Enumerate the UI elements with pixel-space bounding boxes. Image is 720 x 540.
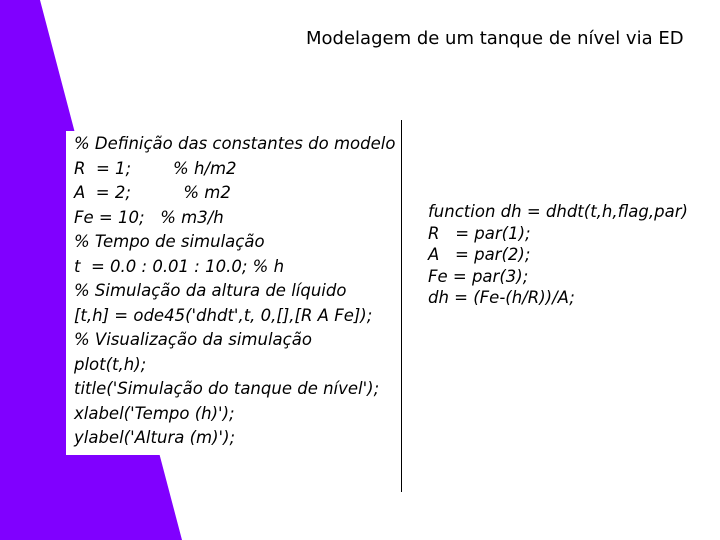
code-line: % Tempo de simulação — [74, 232, 265, 251]
code-line: % Simulação da altura de líquido — [74, 281, 347, 300]
code-line: ylabel('Altura (m)'); — [74, 428, 236, 447]
code-line: Fe = par(3); — [428, 266, 529, 286]
vertical-divider — [401, 120, 402, 492]
code-line: % Visualização da simulação — [74, 330, 312, 349]
code-line: A = par(2); — [428, 245, 531, 264]
main-script-code — [74, 132, 395, 451]
code-line: R = par(1); — [428, 223, 531, 243]
code-line: title('Simulação do tanque de nível'); — [74, 379, 380, 398]
code-line: xlabel('Tempo (h)'); — [74, 403, 235, 423]
code-line: plot(t,h); — [74, 354, 147, 374]
code-line: function dh = dhdt(t,h,flag,par) — [428, 202, 688, 221]
code-line: t = 0.0 : 0.01 : 10.0; % h — [74, 256, 285, 276]
code-line: R = 1; % h/m2 — [74, 158, 237, 178]
code-line: A = 2; % m2 — [74, 183, 231, 202]
code-line: % Definição das constantes do modelo — [74, 134, 396, 153]
slide-title: Modelagem de um tanque de nível via ED — [306, 28, 684, 49]
code-line: [t,h] = ode45('dhdt',t, 0,[],[R A Fe]); — [74, 305, 373, 325]
code-line: Fe = 10; % m3/h — [74, 207, 224, 227]
code-line: dh = (Fe-(h/R))/A; — [428, 288, 575, 307]
function-code — [428, 201, 688, 309]
